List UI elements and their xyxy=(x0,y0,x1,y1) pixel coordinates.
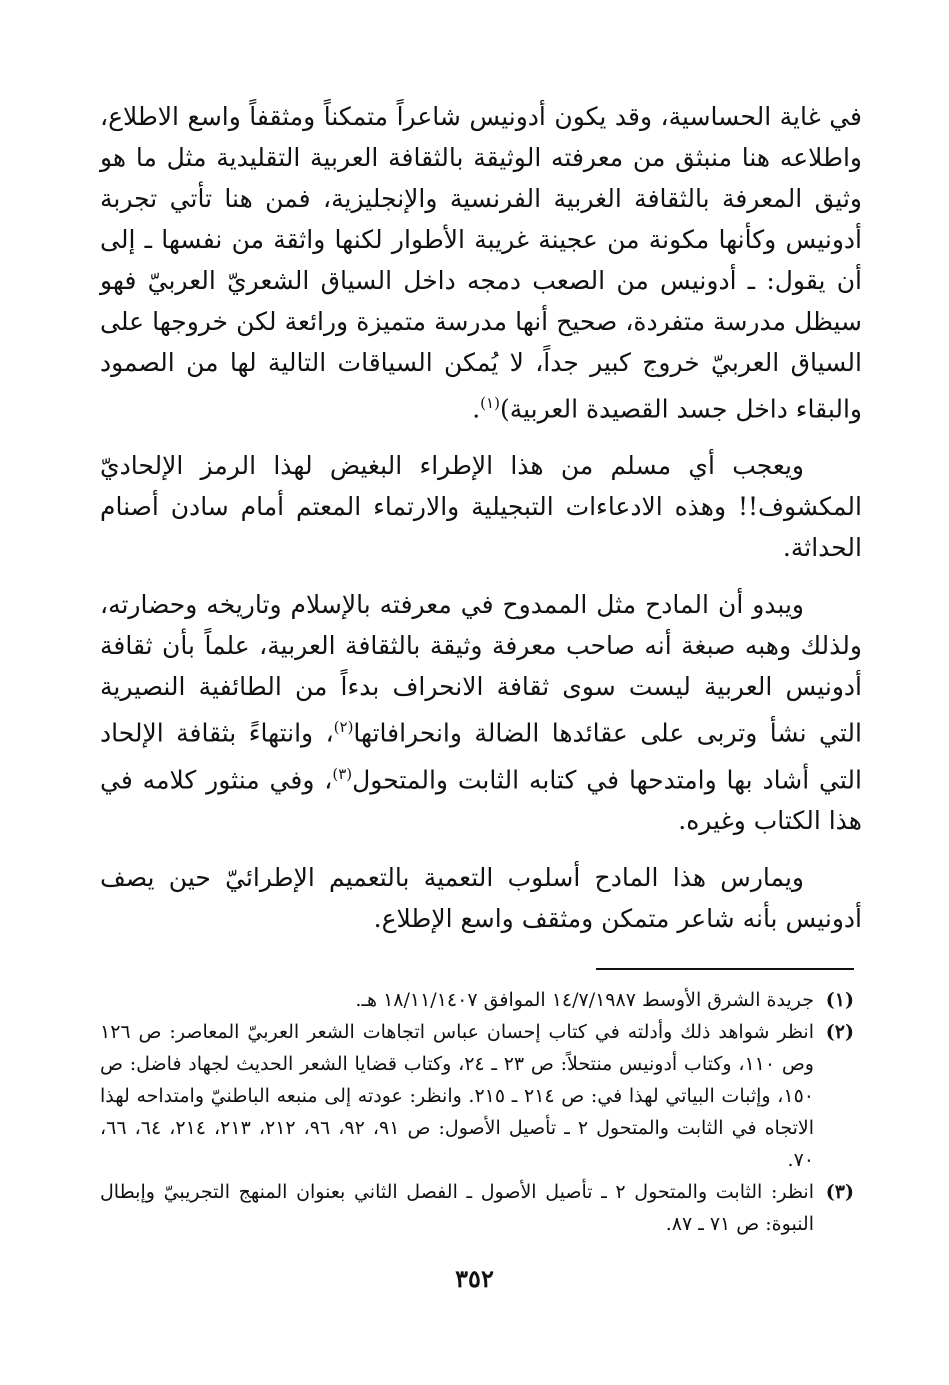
main-text xyxy=(100,96,862,955)
paragraph-3 xyxy=(100,584,862,841)
paragraph-1-text: في غاية الحساسية، وقد يكون أدونيس شاعراً متمكناً ومثقفاً واسع الاطلاع، واطلاعه هنا منبثق من معرفته الوثيقة بالثقافة العربية التقليدية مثل ما هو وثيق المعرفة بالثقافة الغربية الفرنسية والإنجليزية، فمن هنا تأتي تجربة أدونيس وكأنها مكونة من عجينة غريبة الأطوار لكنها واثقة من نفسها ـ إلى أن يقول: ـ أدونيس من الصعب دمجه داخل السياق الشعريّ العربيّ فهو سيظل مدرسة متفردة، صحيح أنها مدرسة متميزة ورائعة لكن خروجها على السياق العربيّ خروج كبير جداً، لا يُمكن السياقات التالية لها من الصمود والبقاء داخل جسد القصيدة العربية) xyxy=(100,102,862,424)
footnote-ref-3: (٣) xyxy=(332,764,353,783)
footnote-2 xyxy=(100,1016,854,1176)
paragraph-3-text-a: ويبدو أن المادح مثل الممدوح في معرفته بالإسلام وتاريخه وحضارته، ولذلك وهبه صبغة أنه صاحب معرفة وثيقة بالثقافة العربية، علماً بأن ثقافة أدونيس العربية ليست سوى ثقافة الانحراف بدءاً من الطائفية النصيرية التي نشأ وتربى على عقائدها الضالة وانحرافاتها xyxy=(100,590,862,748)
footnotes xyxy=(100,984,854,1240)
footnote-3 xyxy=(100,1176,854,1240)
footnote-ref-2: (٢) xyxy=(333,718,354,737)
paragraph-3-text-c: ، وفي منثور كلامه في هذا الكتاب وغيره. xyxy=(100,764,862,835)
footnote-3-number: (٣) xyxy=(825,1181,854,1203)
footnote-1 xyxy=(100,984,854,1016)
paragraph-2: ويعجب أي مسلم من هذا الإطراء البغيض لهذا الرمز الإلحاديّ المكشوف!! وهذه الادعاءات التبجيلية والارتماء المعتم أمام سادن أصنام الحداثة. xyxy=(100,451,862,563)
paragraph-1-tail: . xyxy=(472,394,481,424)
paragraph-3-text-b: ، وانتهاءً بثقافة الإلحاد التي أشاد بها وامتدحها في كتابه الثابت والمتحول xyxy=(100,718,862,794)
paragraph-4: ويمارس هذا المادح أسلوب التعمية بالتعميم الإطرائيّ حين يصف أدونيس بأنه شاعر متمكن ومثقف واسع الإطلاع. xyxy=(100,862,862,933)
footnote-1-number: (١) xyxy=(825,989,854,1011)
footnote-2-text: انظر شواهد ذلك وأدلته في كتاب إحسان عباس اتجاهات الشعر العربيّ المعاصر: ص ١٢٦ وص ١١٠، وكتاب أدونيس منتحلاً: ص ٢٣ ـ ٢٤، وكتاب قضايا الشعر الحديث لجهاد فاضل: ص ١٥٠، وإثبات البياتي لهذا في: ص ٢١٤ ـ ٢١٥. وانظر: عودته إلى منبعه الباطنيّ وامتداحه لهذا الاتجاه في الثابت والمتحول ٢ ـ تأصيل الأصول: ص ٩١، ٩٢، ٩٦، ٢١٢، ٢١٣، ٢١٤، ٦٤، ٦٦، ٧٠. xyxy=(100,1021,815,1171)
footnote-1-text: جريدة الشرق الأوسط ١٤/٧/١٩٨٧ الموافق ١٨/١١/١٤٠٧ هـ. xyxy=(355,989,814,1011)
paragraph-1 xyxy=(100,96,862,429)
footnote-ref-1: (١) xyxy=(480,394,500,412)
footnote-2-number: (٢) xyxy=(825,1021,854,1043)
page-number: ٣٥٢ xyxy=(455,1264,494,1293)
footnote-separator xyxy=(596,968,854,970)
footnote-3-text: انظر: الثابت والمتحول ٢ ـ تأصيل الأصول ـ الفصل الثاني بعنوان المنهج التجريبيّ وإبطال النبوة: ص ٧١ ـ ٨٧. xyxy=(100,1181,814,1235)
